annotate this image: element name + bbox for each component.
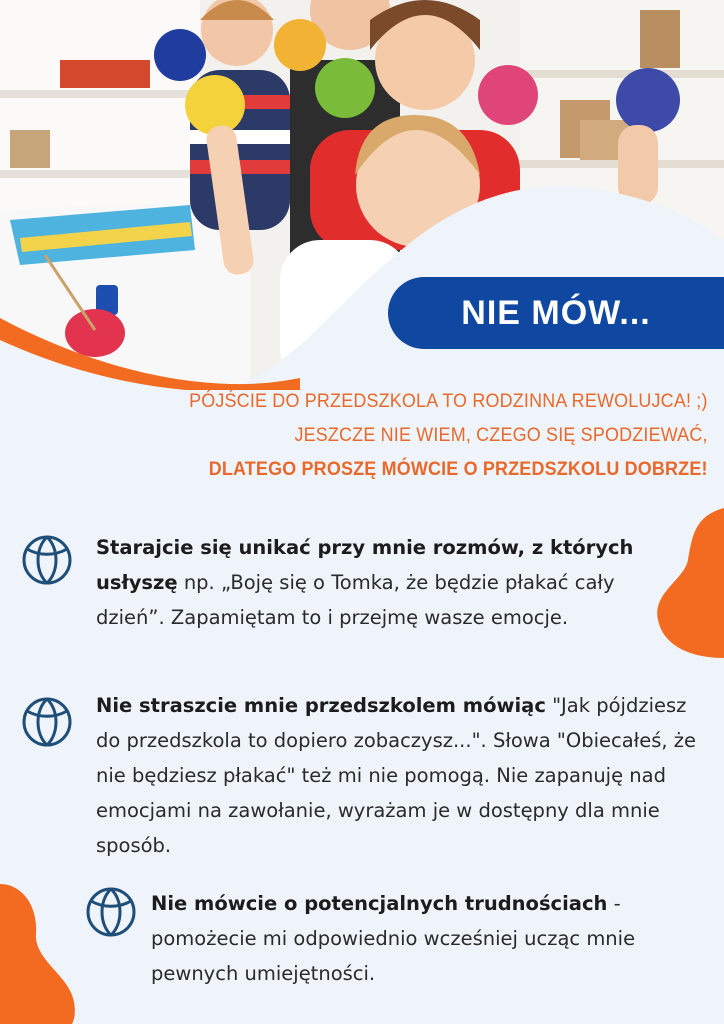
title-banner [388, 277, 724, 349]
intro-line-1: PÓJŚCIE DO PRZEDSZKOLA TO RODZINNA REWOLUJCA! ;) [189, 390, 708, 412]
tip-1-text: np. „Boję się o Tomka, że będzie płakać cały dzień”. Zapamiętam to i przejmę wasze emocje. [96, 571, 615, 629]
tip-2 [96, 688, 706, 863]
orange-blob-left [0, 884, 80, 1024]
intro-text [144, 384, 708, 486]
tip-3-bold: Nie mówcie o potencjalnych trudnościach [151, 892, 608, 915]
tip-1-bold: Starajcie się unikać przy mnie rozmów, z których usłyszę [96, 536, 634, 594]
beach-ball-icon [21, 534, 73, 586]
tip-3-text: - pomożecie mi odpowiednio wcześniej ucząc mnie pewnych umiejętności. [151, 892, 636, 985]
tip-2-bold: Nie straszcie mnie przedszkolem mówiąc [96, 694, 546, 717]
tip-2-text: "Jak pójdziesz do przedszkola to dopiero zobaczysz...". Słowa "Obiecałeś, że nie będziesz płakać" też mi nie pomogą. Nie zapanuję nad emocjami na zawołanie, wyrażam je w dostępny dla mnie sposób. [96, 694, 696, 857]
title-text: NIE MÓW... [461, 293, 651, 332]
tip-3 [151, 886, 711, 991]
beach-ball-icon [85, 886, 137, 938]
tip-1 [96, 530, 686, 635]
intro-line-3: DLATEGO PROSZĘ MÓWCIE O PRZEDSZKOLU DOBRZE! [209, 458, 709, 480]
beach-ball-icon [21, 696, 73, 748]
intro-line-2: JESZCZE NIE WIEM, CZEGO SIĘ SPODZIEWAĆ, [294, 424, 708, 446]
